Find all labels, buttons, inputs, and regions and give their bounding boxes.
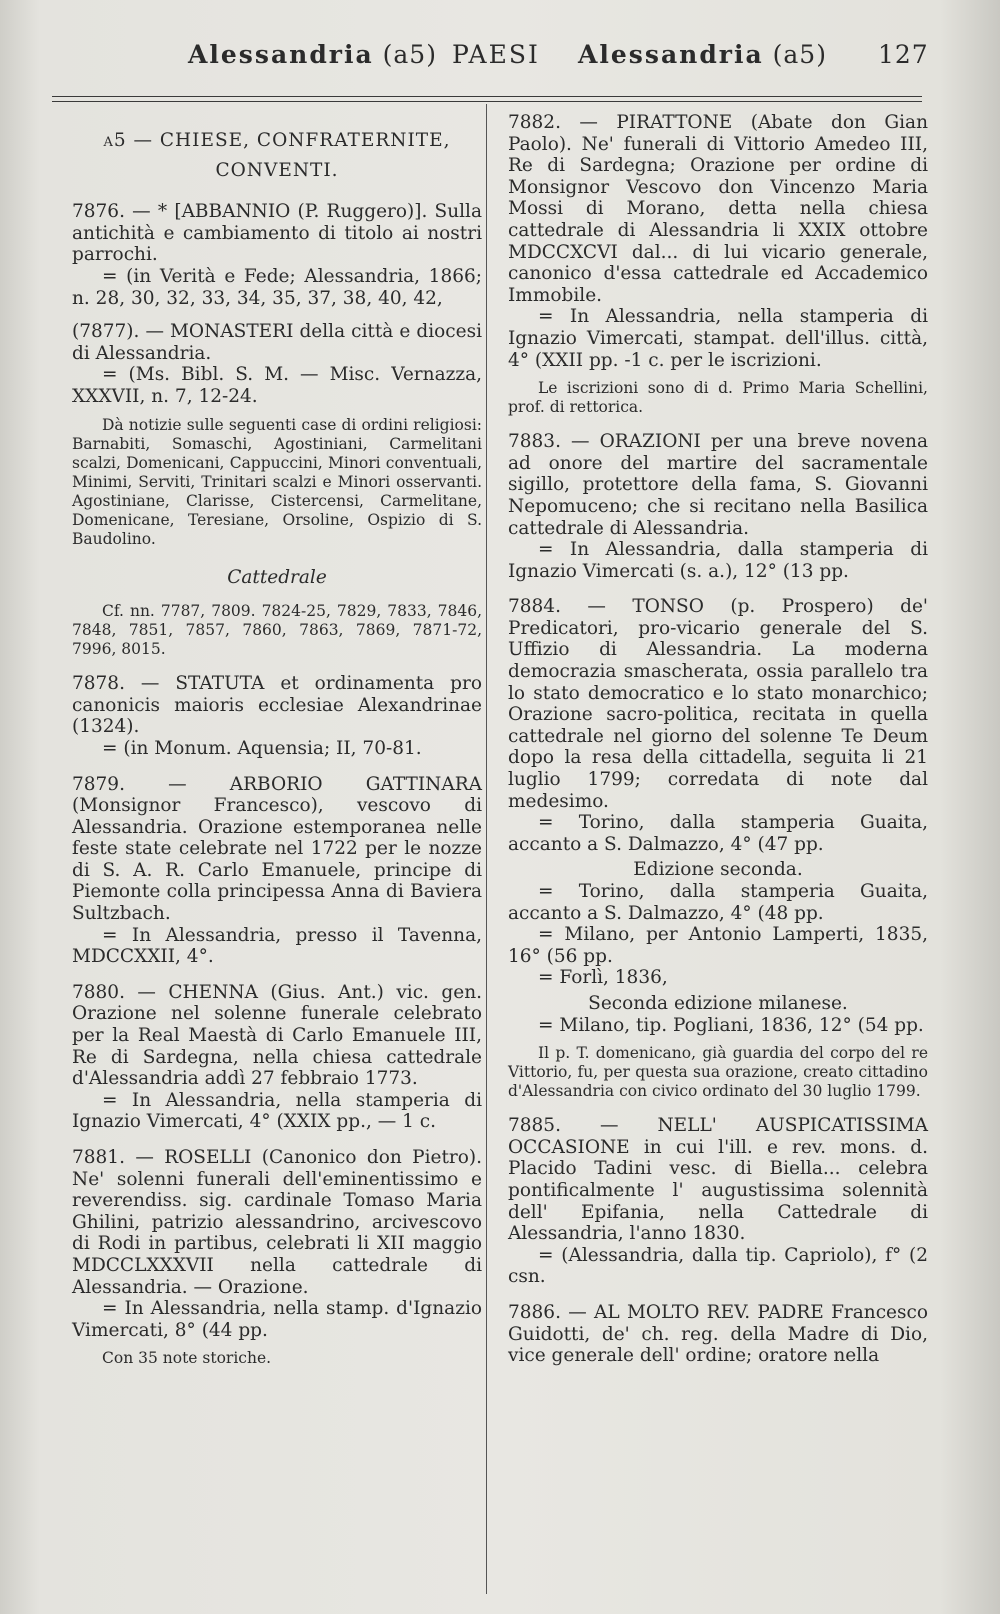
entry-7880-text: 7880. — CHENNA (Gius. Ant.) vic. gen. Orazione nel solenne funerale celebrato per la Real Maestà di Carlo Emanuele III, Re di Sardegna, nella chiesa cattedrale d'Alessandria addì 27 febbraio 1773. bbox=[72, 981, 482, 1090]
header-rule-thin bbox=[52, 101, 922, 102]
entry-7881-note: Con 35 note storiche. bbox=[102, 1349, 272, 1368]
entry-7882 bbox=[508, 112, 928, 417]
entry-7881-imprint: = In Alessandria, nella stamp. d'Ignazio Vimercati, 8° (44 pp. bbox=[72, 1298, 482, 1341]
entry-7878 bbox=[72, 673, 482, 759]
entry-7884-imprint-3: = Milano, per Antonio Lamperti, 1835, 16° (56 pp. bbox=[508, 924, 928, 967]
entry-7884 bbox=[508, 596, 928, 1101]
section-title: a5 — CHIESE, CONFRATERNITE, bbox=[103, 130, 451, 151]
entry-7876 bbox=[72, 201, 482, 309]
entry-7886 bbox=[508, 1302, 928, 1367]
entry-7882-text: 7882. — PIRATTONE (Abate don Gian Paolo). Ne' funerali di Vittorio Amedeo III, Re di Sardegna; Orazione per ordine di Monsignor Vescovo don Vincenzo Maria Mossi di Morano, detta nella chiesa cattedrale di Alessandria li XXIX ottobre MDCCXCVI dal... di lui vicario generale, canonico d'essa cattedrale ed Accademico Immobile. bbox=[508, 112, 928, 306]
entry-7883 bbox=[508, 431, 928, 582]
entry-7885-imprint: = (Alessandria, dalla tip. Capriolo), f° (2 csn. bbox=[508, 1244, 928, 1288]
entry-7883-text: 7883. — ORAZIONI per una breve novena ad onore del martire del sacramentale sigillo, protettore della fama, S. Giovanni Nepomuceno; che si recitano nella Basilica cattedrale di Alessandria. bbox=[508, 431, 928, 539]
entry-7876-imprint: = (in Verità e Fede; Alessandria, 1866; n. 28, 30, 32, 33, 34, 35, 37, 38, 40, 42, bbox=[72, 265, 482, 309]
running-head-right bbox=[578, 40, 827, 69]
entry-7884-imprint-2: = Torino, dalla stamperia Guaita, accanto a S. Dalmazzo, 4° (48 pp. bbox=[508, 881, 928, 924]
subsection-title: Cattedrale bbox=[227, 566, 327, 588]
entry-7885-text: 7885. — NELL' AUSPICATISSIMA OCCASIONE in cui l'ill. e rev. mons. d. Placido Tadini vesc. di Biella... celebra pontificalmente l' augustissima solennità dell' Epifania, nella Cattedrale di Alessandria, l'anno 1830. bbox=[508, 1115, 928, 1245]
section-title-cont: CONVENTI. bbox=[215, 159, 339, 181]
left-column bbox=[72, 112, 482, 1368]
entry-7877-note: Dà notizie sulle seguenti case di ordini religiosi: Barnabiti, Somaschi, Agostiniani, Carmelitani scalzi, Domenicani, Cappuccini, Minori conventuali, Minimi, Serviti, Trinitari scalzi e Minori osservanti. Agostiniane, Clarisse, Cistercensi, Carmelitane, Domenicane, Teresiane, Orsoline, Ospizio di S. Baudolino. bbox=[72, 415, 482, 548]
running-head-left-suffix: (a5) bbox=[382, 40, 437, 69]
page-number: 127 bbox=[878, 40, 929, 69]
column-divider bbox=[486, 104, 487, 1594]
entry-7880 bbox=[72, 982, 482, 1133]
running-head-center: PAESI bbox=[452, 40, 540, 69]
entry-7884-imprint: = Torino, dalla stamperia Guaita, accanto a S. Dalmazzo, 4° (47 pp. bbox=[508, 812, 928, 855]
entry-7879-imprint: = In Alessandria, presso il Tavenna, MDCCXXII, 4°. bbox=[72, 924, 482, 968]
entry-7884-imprint-4: = Forlì, 1836, bbox=[538, 967, 668, 989]
entry-7884-imprint-5: = Milano, tip. Pogliani, 1836, 12° (54 pp. bbox=[538, 1014, 924, 1036]
entry-7880-imprint: = In Alessandria, nella stamperia di Ignazio Vimercati, 4° (XXIX pp., — 1 c. bbox=[72, 1089, 482, 1133]
entry-7882-note: Le iscrizioni sono di d. Primo Maria Schellini, prof. di rettorica. bbox=[508, 379, 928, 417]
entry-7884-note: Il p. T. domenicano, già guardia del corpo del re Vittorio, fu, per questa sua orazione, creato cittadino d'Alessandria con civico ordinato del 30 luglio 1799. bbox=[508, 1044, 928, 1101]
entry-7879-text: 7879. — ARBORIO GATTINARA (Monsignor Francesco), vescovo di Alessandria. Orazione estemporanea nelle feste state celebrate nel 1722 per le nozze di S. A. R. Carlo Emanuele, principe di Piemonte colla principessa Anna di Baviera Sultzbach. bbox=[72, 773, 482, 925]
cross-references: Cf. nn. 7787, 7809. 7824-25, 7829, 7833, 7846, 7848, 7851, 7857, 7860, 7863, 7869, 7871-72, 7996, 8015. bbox=[72, 602, 482, 659]
entry-7877-imprint: = (Ms. Bibl. S. M. — Misc. Vernazza, XXXVII, n. 7, 12-24. bbox=[72, 364, 482, 407]
running-head-left bbox=[188, 40, 437, 69]
entry-7884-edition-2: Seconda edizione milanese. bbox=[588, 992, 848, 1014]
entry-7876-text: 7876. — * [ABBANNIO (P. Ruggero)]. Sulla antichità e cambiamento di titolo ai nostri parrochi. bbox=[72, 201, 482, 266]
entry-7886-text: 7886. — AL MOLTO REV. PADRE Francesco Guidotti, de' ch. reg. della Madre di Dio, vice generale dell' ordine; oratore nella bbox=[508, 1301, 928, 1367]
entry-7877 bbox=[72, 321, 482, 548]
entry-7878-imprint: = (in Monum. Aquensia; II, 70-81. bbox=[102, 737, 422, 759]
entry-7881-text: 7881. — ROSELLI (Canonico don Pietro). Ne' solenni funerali dell'eminentissimo e reverendiss. sig. cardinale Tomaso Maria Ghilini, patrizio alessandrino, arcivescovo di Rodi in partibus, celebrati li XII maggio MDCCLXXXVII nella cattedrale di Alessandria. — Orazione. bbox=[72, 1147, 482, 1298]
entry-7879 bbox=[72, 774, 482, 968]
entry-7884-edition: Edizione seconda. bbox=[633, 859, 803, 881]
right-column bbox=[508, 112, 928, 1367]
entry-7881 bbox=[72, 1147, 482, 1368]
header-rule bbox=[52, 96, 922, 97]
running-head-right-suffix: (a5) bbox=[772, 40, 827, 69]
entry-7883-imprint: = In Alessandria, dalla stamperia di Ignazio Vimercati (s. a.), 12° (13 pp. bbox=[508, 539, 928, 582]
running-head-right-title: Alessandria bbox=[578, 40, 764, 69]
entry-7877-text: (7877). — MONASTERI della città e diocesi di Alessandria. bbox=[72, 321, 482, 364]
entry-7884-text: 7884. — TONSO (p. Prospero) de' Predicatori, pro-vicario generale del S. Uffizio di Alessandria. La moderna democrazia smascherata, ossia parallelo tra lo stato democratico e lo stato monarchico; Orazione sacro-politica, recitata in quella cattedrale nel giorno del solenne Te Deum dopo la resa della cittadella, seguita li 21 luglio 1799; corredata di note dal medesimo. bbox=[508, 596, 928, 812]
entry-7882-imprint: = In Alessandria, nella stamperia di Ignazio Vimercati, stampat. dell'illus. città, 4° (XXII pp. -1 c. per le iscrizioni. bbox=[508, 306, 928, 371]
entry-7878-text: 7878. — STATUTA et ordinamenta pro canonicis maioris ecclesiae Alexandrinae (1324). bbox=[72, 673, 482, 738]
running-head-left-title: Alessandria bbox=[188, 40, 374, 69]
entry-7885 bbox=[508, 1115, 928, 1288]
